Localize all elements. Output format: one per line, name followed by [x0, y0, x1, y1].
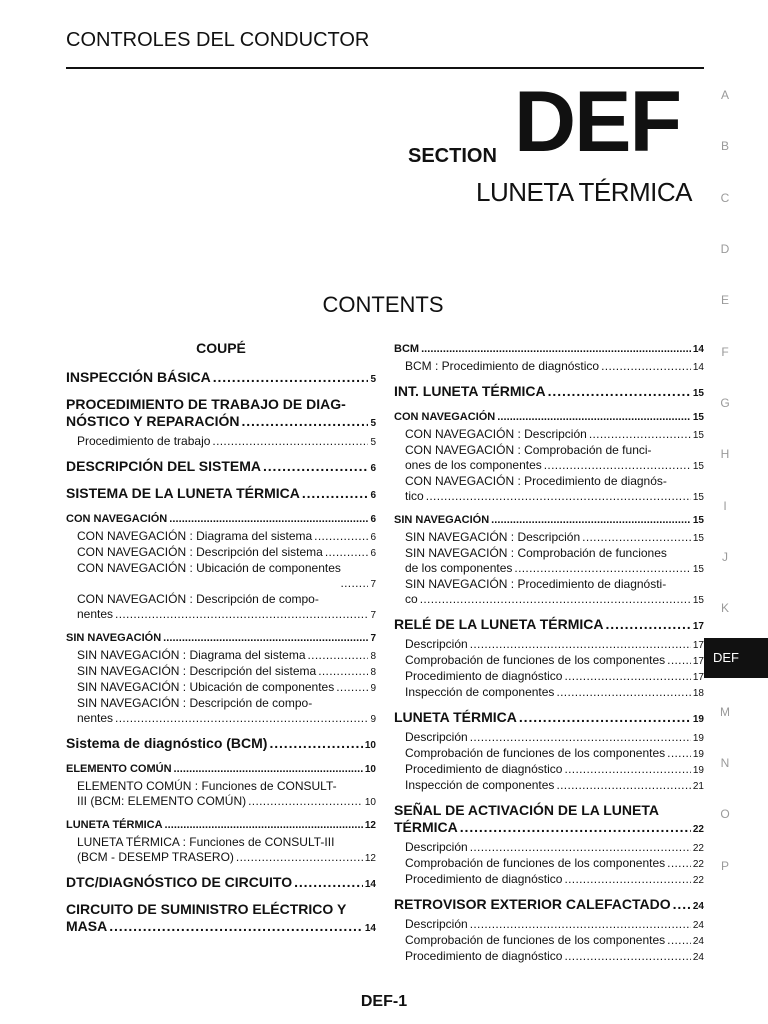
toc-page-number: 7: [370, 610, 376, 621]
toc-entry-text: Comprobación de funciones de los componentes: [405, 653, 666, 667]
toc-page-number: 7: [370, 633, 376, 644]
toc-entry-text: SIN NAVEGACIÓN : Diagrama del sistema: [77, 648, 306, 662]
dot-leader: [470, 840, 691, 855]
toc-entry-text: Comprobación de funciones de los componentes: [405, 746, 666, 760]
toc-page-number: 14: [692, 362, 704, 373]
toc-page-number: 22: [692, 875, 704, 886]
toc-entry[interactable]: [66, 369, 376, 388]
dot-leader: [491, 513, 691, 527]
dot-leader: [601, 359, 691, 374]
toc-entry-text: III (BCM: ELEMENTO COMÚN): [77, 794, 247, 808]
toc-entry-text: CON NAVEGACIÓN : Descripción: [405, 427, 587, 441]
toc-entry[interactable]: [394, 933, 704, 949]
toc-entry[interactable]: [394, 778, 704, 794]
toc-entry[interactable]: [66, 631, 376, 646]
toc-page-number: 15: [692, 388, 704, 399]
toc-entry-text: Descripción: [405, 917, 468, 931]
toc-entry[interactable]: [66, 901, 376, 937]
toc-entry[interactable]: [394, 730, 704, 746]
toc-entry[interactable]: [394, 427, 704, 443]
toc-entry-text: Procedimiento de trabajo: [77, 434, 211, 448]
toc-page-number: 17: [692, 640, 704, 651]
dot-leader: [115, 711, 368, 726]
toc-page-number: 19: [692, 749, 704, 760]
toc-right-column: [394, 340, 704, 965]
toc-entry[interactable]: [66, 835, 376, 866]
toc-entry[interactable]: [394, 802, 704, 838]
toc-entry-text: CON NAVEGACIÓN : Descripción del sistema: [77, 545, 323, 559]
toc-entry[interactable]: [66, 762, 376, 777]
dot-leader: [470, 730, 691, 745]
dot-leader: [336, 680, 368, 695]
toc-entry[interactable]: [394, 383, 704, 402]
dot-leader: [673, 896, 691, 913]
toc-entry[interactable]: [66, 779, 376, 810]
toc-entry-text: BCM: [394, 343, 420, 355]
dot-leader: [269, 735, 362, 752]
toc-page-number: 21: [692, 781, 704, 792]
section-tab-h[interactable]: H: [720, 447, 730, 461]
dot-leader: [564, 949, 690, 964]
toc-page-number: 14: [364, 923, 376, 934]
toc-page-number: 6: [370, 490, 376, 501]
toc-page-number: 24: [692, 901, 704, 912]
dot-leader: [169, 512, 368, 526]
toc-page-number: 22: [692, 824, 704, 835]
toc-entry[interactable]: [394, 410, 704, 425]
toc-entry-text: Procedimiento de diagnóstico: [405, 872, 563, 886]
toc-page-number: 10: [364, 797, 376, 808]
toc-entry-text: Inspección de componentes: [405, 778, 555, 792]
toc-entry[interactable]: [66, 818, 376, 833]
dot-leader: [667, 933, 691, 948]
toc-page-number: 19: [692, 765, 704, 776]
dot-leader: [470, 637, 691, 652]
toc-page-number: 24: [692, 920, 704, 931]
dot-leader: [420, 592, 691, 607]
toc-page-number: 18: [692, 688, 704, 699]
toc-entry-text: SIN NAVEGACIÓN : Descripción del sistema: [77, 664, 317, 678]
section-code: DEF: [514, 74, 680, 170]
toc-entry[interactable]: [394, 443, 704, 474]
toc-entry[interactable]: [394, 709, 704, 728]
toc-page-number: 10: [364, 764, 376, 775]
toc-entry-text: LUNETA TÉRMICA: [66, 819, 163, 831]
toc-entry[interactable]: [66, 512, 376, 527]
toc-page-number: 15: [692, 492, 704, 503]
dot-leader: [236, 850, 363, 865]
toc-entry[interactable]: [66, 529, 376, 545]
toc-page-number: 22: [692, 843, 704, 854]
toc-entry-text: Comprobación de funciones de los componentes: [405, 933, 666, 947]
toc-entry[interactable]: [394, 685, 704, 701]
toc-page-number: 15: [692, 533, 704, 544]
dot-leader: [556, 778, 690, 793]
toc-entry[interactable]: [394, 896, 704, 915]
toc-entry-text: CON NAVEGACIÓN : Diagrama del sistema: [77, 529, 313, 543]
toc-page-number: 5: [370, 437, 376, 448]
toc-page-number: 17: [692, 621, 704, 632]
toc-entry-text: Descripción: [405, 637, 468, 651]
toc-entry-text: LUNETA TÉRMICA : Funciones de CONSULT-III: [77, 835, 335, 849]
toc-entry-text: nentes: [77, 607, 114, 621]
section-index-tabs: [704, 80, 768, 900]
toc-page-number: 15: [692, 595, 704, 606]
toc-entry-text: Procedimiento de diagnóstico: [405, 762, 563, 776]
toc-entry[interactable]: [66, 696, 376, 727]
toc-entry-text: Inspección de componentes: [405, 685, 555, 699]
section-tab-e[interactable]: E: [720, 293, 729, 307]
toc-entry[interactable]: [394, 637, 704, 653]
dot-leader: [115, 607, 368, 622]
dot-leader: [667, 746, 691, 761]
section-tab-d[interactable]: D: [720, 242, 730, 256]
toc-entry[interactable]: [394, 342, 704, 357]
page-number: DEF-1: [360, 993, 408, 1010]
toc-page-number: 24: [692, 936, 704, 947]
section-tab-b[interactable]: B: [720, 139, 729, 153]
toc-page-number: 15: [692, 461, 704, 472]
toc-entry[interactable]: [66, 680, 376, 696]
toc-entry[interactable]: [394, 840, 704, 856]
dot-leader: [564, 762, 690, 777]
toc-entry[interactable]: [66, 664, 376, 680]
section-label: SECTION: [408, 145, 497, 167]
toc-page-number: 14: [692, 344, 704, 355]
toc-entry-text: de los componentes: [405, 561, 513, 575]
toc-entry-text: PROCEDIMIENTO DE TRABAJO DE DIAG-: [66, 396, 346, 412]
dot-leader: [308, 648, 369, 663]
dot-leader: [514, 561, 690, 576]
contents-title: CONTENTS: [322, 292, 444, 317]
toc-entry[interactable]: [394, 746, 704, 762]
toc-entry[interactable]: [394, 577, 704, 608]
toc-entry-text: ELEMENTO COMÚN : Funciones de CONSULT-: [77, 779, 337, 793]
toc-entry-text: CON NAVEGACIÓN: [66, 513, 168, 525]
toc-entry[interactable]: [394, 474, 704, 505]
toc-page-number: 15: [692, 515, 704, 526]
dot-leader: [248, 794, 363, 809]
dot-leader: [325, 545, 369, 560]
section-tab-n[interactable]: N: [720, 756, 730, 770]
toc-entry[interactable]: [66, 458, 376, 477]
toc-entry[interactable]: [394, 546, 704, 577]
dot-leader: [564, 872, 690, 887]
toc-entry-text: SIN NAVEGACIÓN : Comprobación de funciones: [405, 546, 667, 560]
section-tab-i[interactable]: I: [723, 499, 727, 513]
dot-leader: [667, 856, 691, 871]
toc-entry-text: tico: [405, 489, 424, 503]
toc-entry-text: ELEMENTO COMÚN: [66, 763, 172, 775]
toc-entry[interactable]: [66, 561, 376, 592]
toc-entry[interactable]: [394, 949, 704, 965]
toc-page-number: 10: [364, 740, 376, 751]
toc-page-number: 14: [364, 879, 376, 890]
toc-entry-text: MASA: [66, 918, 108, 934]
toc-entry-text: CON NAVEGACIÓN : Descripción de compo-: [77, 592, 319, 606]
toc-entry-text: CON NAVEGACIÓN : Procedimiento de diagnós-: [405, 474, 667, 488]
dot-leader: [556, 685, 690, 700]
dot-leader: [519, 709, 691, 726]
toc-page-number: 19: [692, 733, 704, 744]
toc-entry[interactable]: [394, 513, 704, 528]
dot-leader: [109, 918, 363, 935]
toc-entry[interactable]: [394, 917, 704, 933]
toc-entry[interactable]: [394, 762, 704, 778]
dot-leader: [497, 410, 691, 424]
toc-entry-text: DESCRIPCIÓN DEL SISTEMA: [66, 458, 261, 474]
toc-page-number: 6: [370, 548, 376, 559]
toc-page-number: 15: [692, 564, 704, 575]
dot-leader: [470, 917, 691, 932]
section-tab-j[interactable]: J: [722, 550, 728, 564]
dot-leader: [667, 653, 691, 668]
toc-page-number: 22: [692, 859, 704, 870]
toc-entry-text: BCM : Procedimiento de diagnóstico: [405, 359, 600, 373]
toc-page-number: 24: [692, 952, 704, 963]
toc-page-number: 15: [692, 412, 704, 423]
toc-entry[interactable]: [66, 545, 376, 561]
dot-leader: [589, 427, 691, 442]
dot-leader: [605, 616, 690, 633]
toc-page-number: 6: [370, 463, 376, 474]
dot-leader: [213, 369, 369, 386]
toc-entry-text: CON NAVEGACIÓN : Comprobación de funci-: [405, 443, 652, 457]
toc-page-number: 12: [364, 820, 376, 831]
section-tab-m[interactable]: M: [720, 705, 730, 719]
toc-entry-text: SISTEMA DE LA LUNETA TÉRMICA: [66, 485, 300, 501]
toc-page-number: 17: [692, 656, 704, 667]
toc-group-title: COUPÉ: [196, 340, 246, 356]
toc-entry-text: RETROVISOR EXTERIOR CALEFACTADO: [394, 896, 671, 912]
toc-entry[interactable]: [66, 874, 376, 893]
dot-leader: [174, 762, 363, 776]
toc-entry-text: CON NAVEGACIÓN : Ubicación de componentes: [77, 561, 341, 575]
toc-page-number: 19: [692, 714, 704, 725]
dot-leader: [302, 485, 369, 502]
toc-entry-text: NÓSTICO Y REPARACIÓN: [66, 413, 240, 429]
toc-left-column: [66, 340, 376, 937]
toc-entry-text: SEÑAL DE ACTIVACIÓN DE LA LUNETA: [394, 802, 659, 818]
toc-entry[interactable]: [394, 616, 704, 635]
toc-entry-text: Procedimiento de diagnóstico: [405, 669, 563, 683]
toc-entry-text: nentes: [77, 711, 114, 725]
toc-entry-text: Sistema de diagnóstico (BCM): [66, 735, 268, 751]
section-subtitle: LUNETA TÉRMICA: [476, 177, 692, 207]
toc-entry-text: LUNETA TÉRMICA: [394, 709, 517, 725]
section-tab-o[interactable]: O: [720, 807, 730, 821]
toc-entry-text: INT. LUNETA TÉRMICA: [394, 383, 546, 399]
dot-leader: [340, 576, 368, 591]
toc-entry-text: CIRCUITO DE SUMINISTRO ELÉCTRICO Y: [66, 901, 347, 917]
toc-entry-text: CON NAVEGACIÓN: [394, 411, 496, 423]
toc-page-number: 9: [370, 683, 376, 694]
toc-entry-text: INSPECCIÓN BÁSICA: [66, 369, 211, 385]
dot-leader: [548, 383, 691, 400]
toc-entry-text: Procedimiento de diagnóstico: [405, 949, 563, 963]
toc-page-number: 17: [692, 672, 704, 683]
section-tab-def[interactable]: DEF: [704, 638, 768, 678]
toc-page-number: 9: [370, 714, 376, 725]
toc-entry[interactable]: [66, 434, 376, 450]
section-tab-a[interactable]: A: [720, 88, 729, 102]
toc-page-number: 8: [370, 651, 376, 662]
dot-leader: [544, 458, 691, 473]
section-tab-k[interactable]: K: [720, 601, 729, 615]
toc-entry-text: SIN NAVEGACIÓN : Ubicación de componentes: [77, 680, 335, 694]
dot-leader: [212, 434, 368, 449]
toc-entry[interactable]: [394, 872, 704, 888]
header-rule: [66, 67, 704, 69]
dot-leader: [241, 413, 368, 430]
toc-entry-text: SIN NAVEGACIÓN: [66, 632, 162, 644]
toc-page-number: 6: [370, 514, 376, 525]
dot-leader: [294, 874, 363, 891]
toc-page-number: 5: [370, 374, 376, 385]
dot-leader: [165, 818, 363, 832]
dot-leader: [564, 669, 690, 684]
toc-entry-text: RELÉ DE LA LUNETA TÉRMICA: [394, 616, 604, 632]
toc-entry[interactable]: [66, 592, 376, 623]
toc-entry-text: Comprobación de funciones de los componentes: [405, 856, 666, 870]
dot-leader: [163, 631, 368, 645]
toc-entry-text: SIN NAVEGACIÓN : Descripción: [405, 530, 581, 544]
toc-entry[interactable]: [66, 735, 376, 754]
toc-entry-text: ones de los componentes: [405, 458, 542, 472]
header-title: CONTROLES DEL CONDUCTOR: [66, 29, 370, 51]
dot-leader: [460, 819, 691, 836]
toc-entry-text: co: [405, 592, 418, 606]
dot-leader: [314, 529, 368, 544]
dot-leader: [263, 458, 368, 475]
toc-entry[interactable]: [66, 485, 376, 504]
toc-entry[interactable]: [66, 396, 376, 432]
toc-entry[interactable]: [394, 856, 704, 872]
toc-page-number: 15: [692, 430, 704, 441]
toc-entry[interactable]: [394, 669, 704, 685]
dot-leader: [426, 489, 691, 504]
toc-page-number: 8: [370, 667, 376, 678]
section-tab-g[interactable]: G: [720, 396, 730, 410]
toc-entry[interactable]: [394, 359, 704, 375]
toc-entry-text: DTC/DIAGNÓSTICO DE CIRCUITO: [66, 874, 293, 890]
toc-page-number: 7: [370, 579, 376, 590]
toc-entry[interactable]: [66, 648, 376, 664]
toc-page-number: 5: [370, 418, 376, 429]
toc-entry-text: SIN NAVEGACIÓN : Procedimiento de diagnósti-: [405, 577, 667, 591]
section-tab-f[interactable]: F: [721, 345, 729, 359]
toc-entry-text: Descripción: [405, 730, 468, 744]
dot-leader: [318, 664, 368, 679]
toc-entry-text: SIN NAVEGACIÓN: [394, 514, 490, 526]
dot-leader: [421, 342, 691, 356]
toc-entry-text: (BCM - DESEMP TRASERO): [77, 850, 234, 864]
toc-entry-text: TÉRMICA: [394, 819, 458, 835]
toc-entry-text: Descripción: [405, 840, 468, 854]
toc-page-number: 12: [364, 853, 376, 864]
toc-entry[interactable]: [394, 653, 704, 669]
section-tab-p[interactable]: P: [720, 859, 729, 873]
section-tab-c[interactable]: C: [720, 191, 730, 205]
toc-entry-text: SIN NAVEGACIÓN : Descripción de compo-: [77, 696, 313, 710]
toc-page-number: 6: [370, 532, 376, 543]
dot-leader: [582, 530, 691, 545]
toc-entry[interactable]: [394, 530, 704, 546]
